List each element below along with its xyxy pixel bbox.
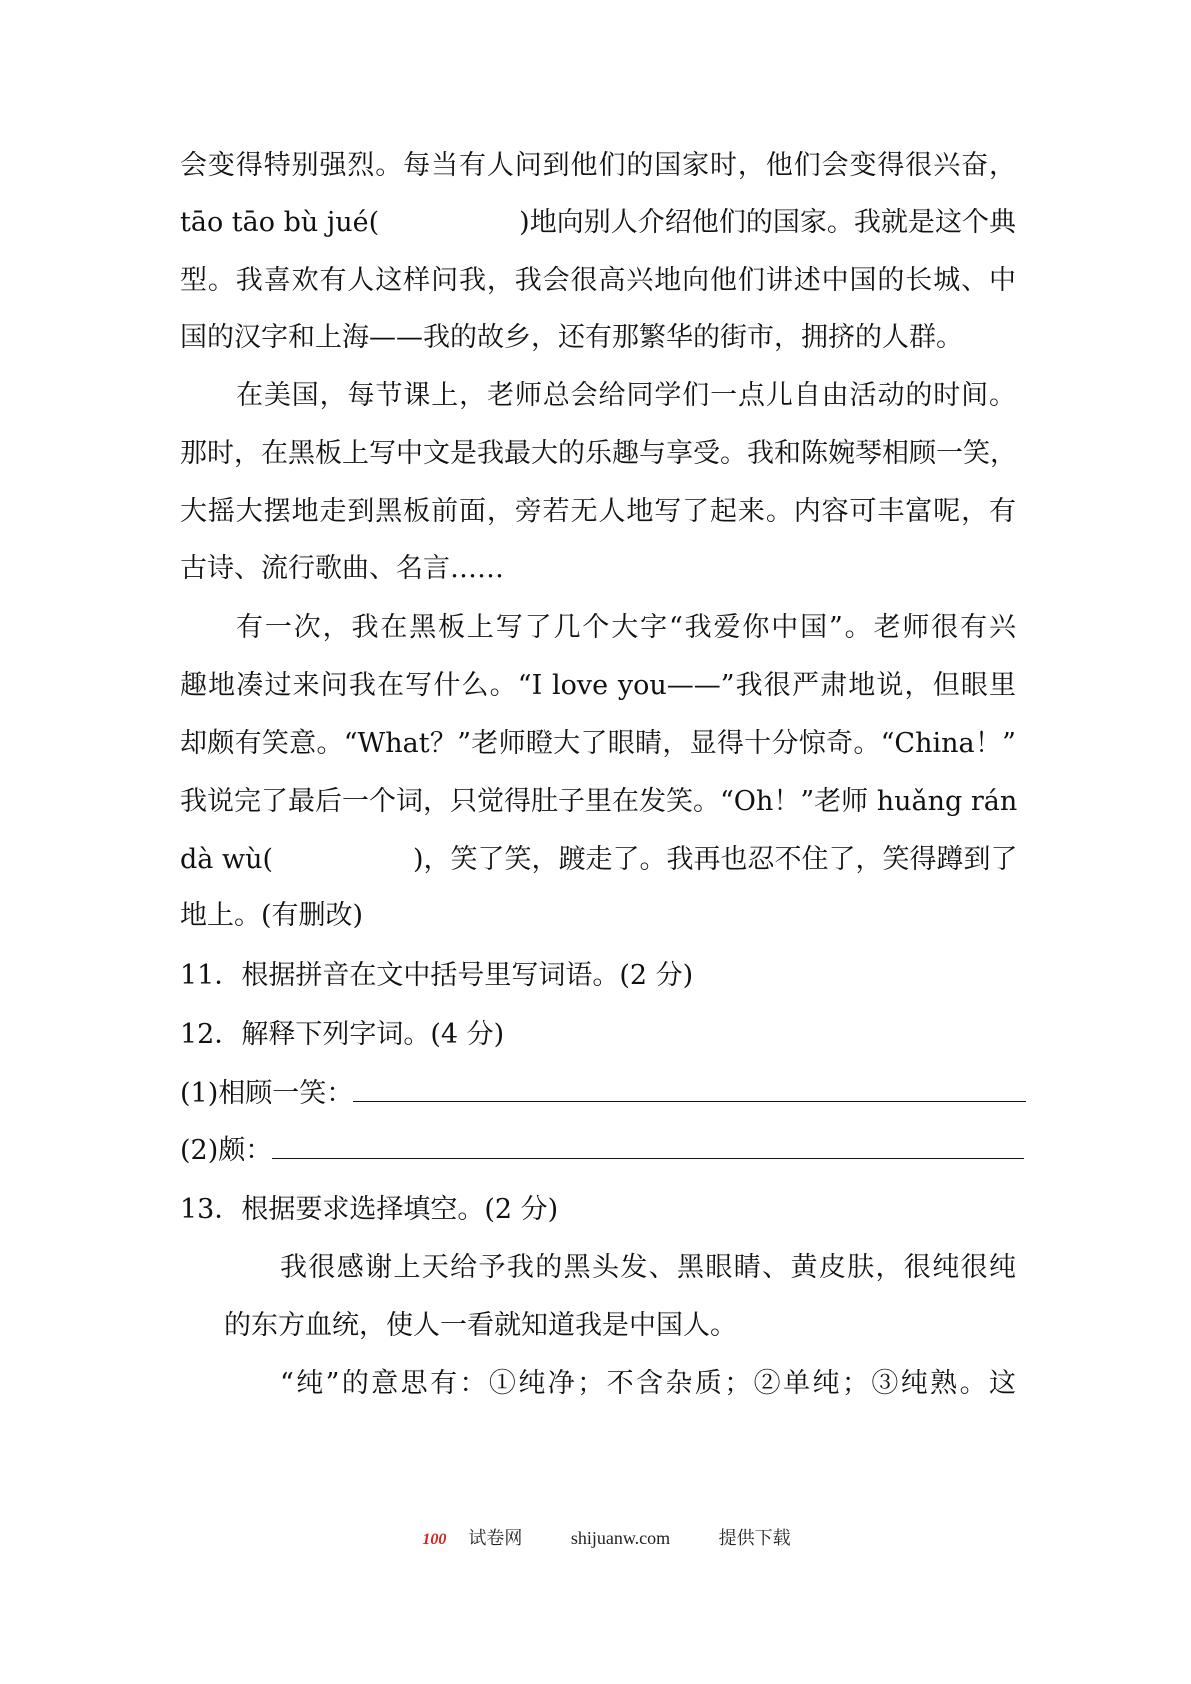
site-logo[interactable]	[400, 1528, 522, 1548]
passage-line-4: 国的汉字和上海——我的故乡，还有那繁华的街市，拥挤的人群。	[180, 322, 963, 353]
passage-line-10: 趣地凑过来问我在写什么。“I love you——”我很严肃地说，但眼里	[180, 670, 1016, 701]
passage-line-14: 地上。(有删改)	[180, 900, 364, 931]
passage-line-3: 型。我喜欢有人这样问我，我会很高兴地向他们讲述中国的长城、中	[180, 265, 1016, 296]
passage-line-2: tāo tāo bù jué( )地向别人介绍他们的国家。我就是这个典	[180, 207, 1016, 238]
question-13-meaning-line: “纯”的意思有：①纯净；不含杂质；②单纯；③纯熟。这	[280, 1368, 1016, 1399]
site-domain-link[interactable]: shijuanw.com	[570, 1528, 671, 1548]
passage-line-13: dà wù( )，笑了笑，踱走了。我再也忍不住了，笑得蹲到了	[180, 844, 1018, 875]
question-12: 12．解释下列字词。(4 分)	[180, 1019, 505, 1050]
pinyin-prompt-dawu: dà wù(	[180, 844, 273, 875]
pinyin-prompt-taotaobujue: tāo tāo bù jué(	[180, 207, 380, 238]
passage-line-5: 在美国，每节课上，老师总会给同学们一点儿自由活动的时间。	[236, 380, 1016, 411]
passage-line-8: 古诗、流行歌曲、名言……	[180, 553, 504, 584]
question-11: 11．根据拼音在文中括号里写词语。(2 分)	[180, 960, 694, 991]
question-13: 13．根据要求选择填空。(2 分)	[180, 1194, 559, 1225]
question-13-quote-line-2: 的东方血统，使人一看就知道我是中国人。	[224, 1310, 737, 1341]
question-12-item-2: (2)颇：	[180, 1131, 1016, 1171]
passage-line-6: 那时，在黑板上写中文是我最大的乐趣与享受。我和陈婉琴相顾一笑，	[180, 438, 1017, 469]
download-note: 提供下载	[718, 1528, 791, 1548]
passage-line-9: 有一次，我在黑板上写了几个大字“我爱你中国”。老师很有兴	[236, 612, 1016, 643]
passage-line-1: 会变得特别强烈。每当有人问到他们的国家时，他们会变得很兴奋，	[180, 150, 1016, 181]
passage-line-11: 却颇有笑意。“What？”老师瞪大了眼睛，显得十分惊奇。“China！”	[180, 728, 1016, 759]
logo-100-mark: 100	[422, 1531, 447, 1548]
page-footer	[0, 1524, 1191, 1554]
passage-line-12: 我说完了最后一个词，只觉得肚子里在发笑。“Oh！”老师 huǎng rán	[180, 786, 1018, 817]
passage-line-7: 大摇大摆地走到黑板前面，旁若无人地写了起来。内容可丰富呢，有	[180, 496, 1016, 527]
answer-line-12-2[interactable]	[272, 1132, 1024, 1159]
question-13-quote-line-1: 我很感谢上天给予我的黑头发、黑眼睛、黄皮肤，很纯很纯	[280, 1252, 1016, 1283]
answer-line-12-1[interactable]	[353, 1075, 1026, 1102]
question-12-item-1: (1)相顾一笑：	[180, 1074, 1016, 1114]
site-name: 试卷网	[468, 1528, 523, 1548]
